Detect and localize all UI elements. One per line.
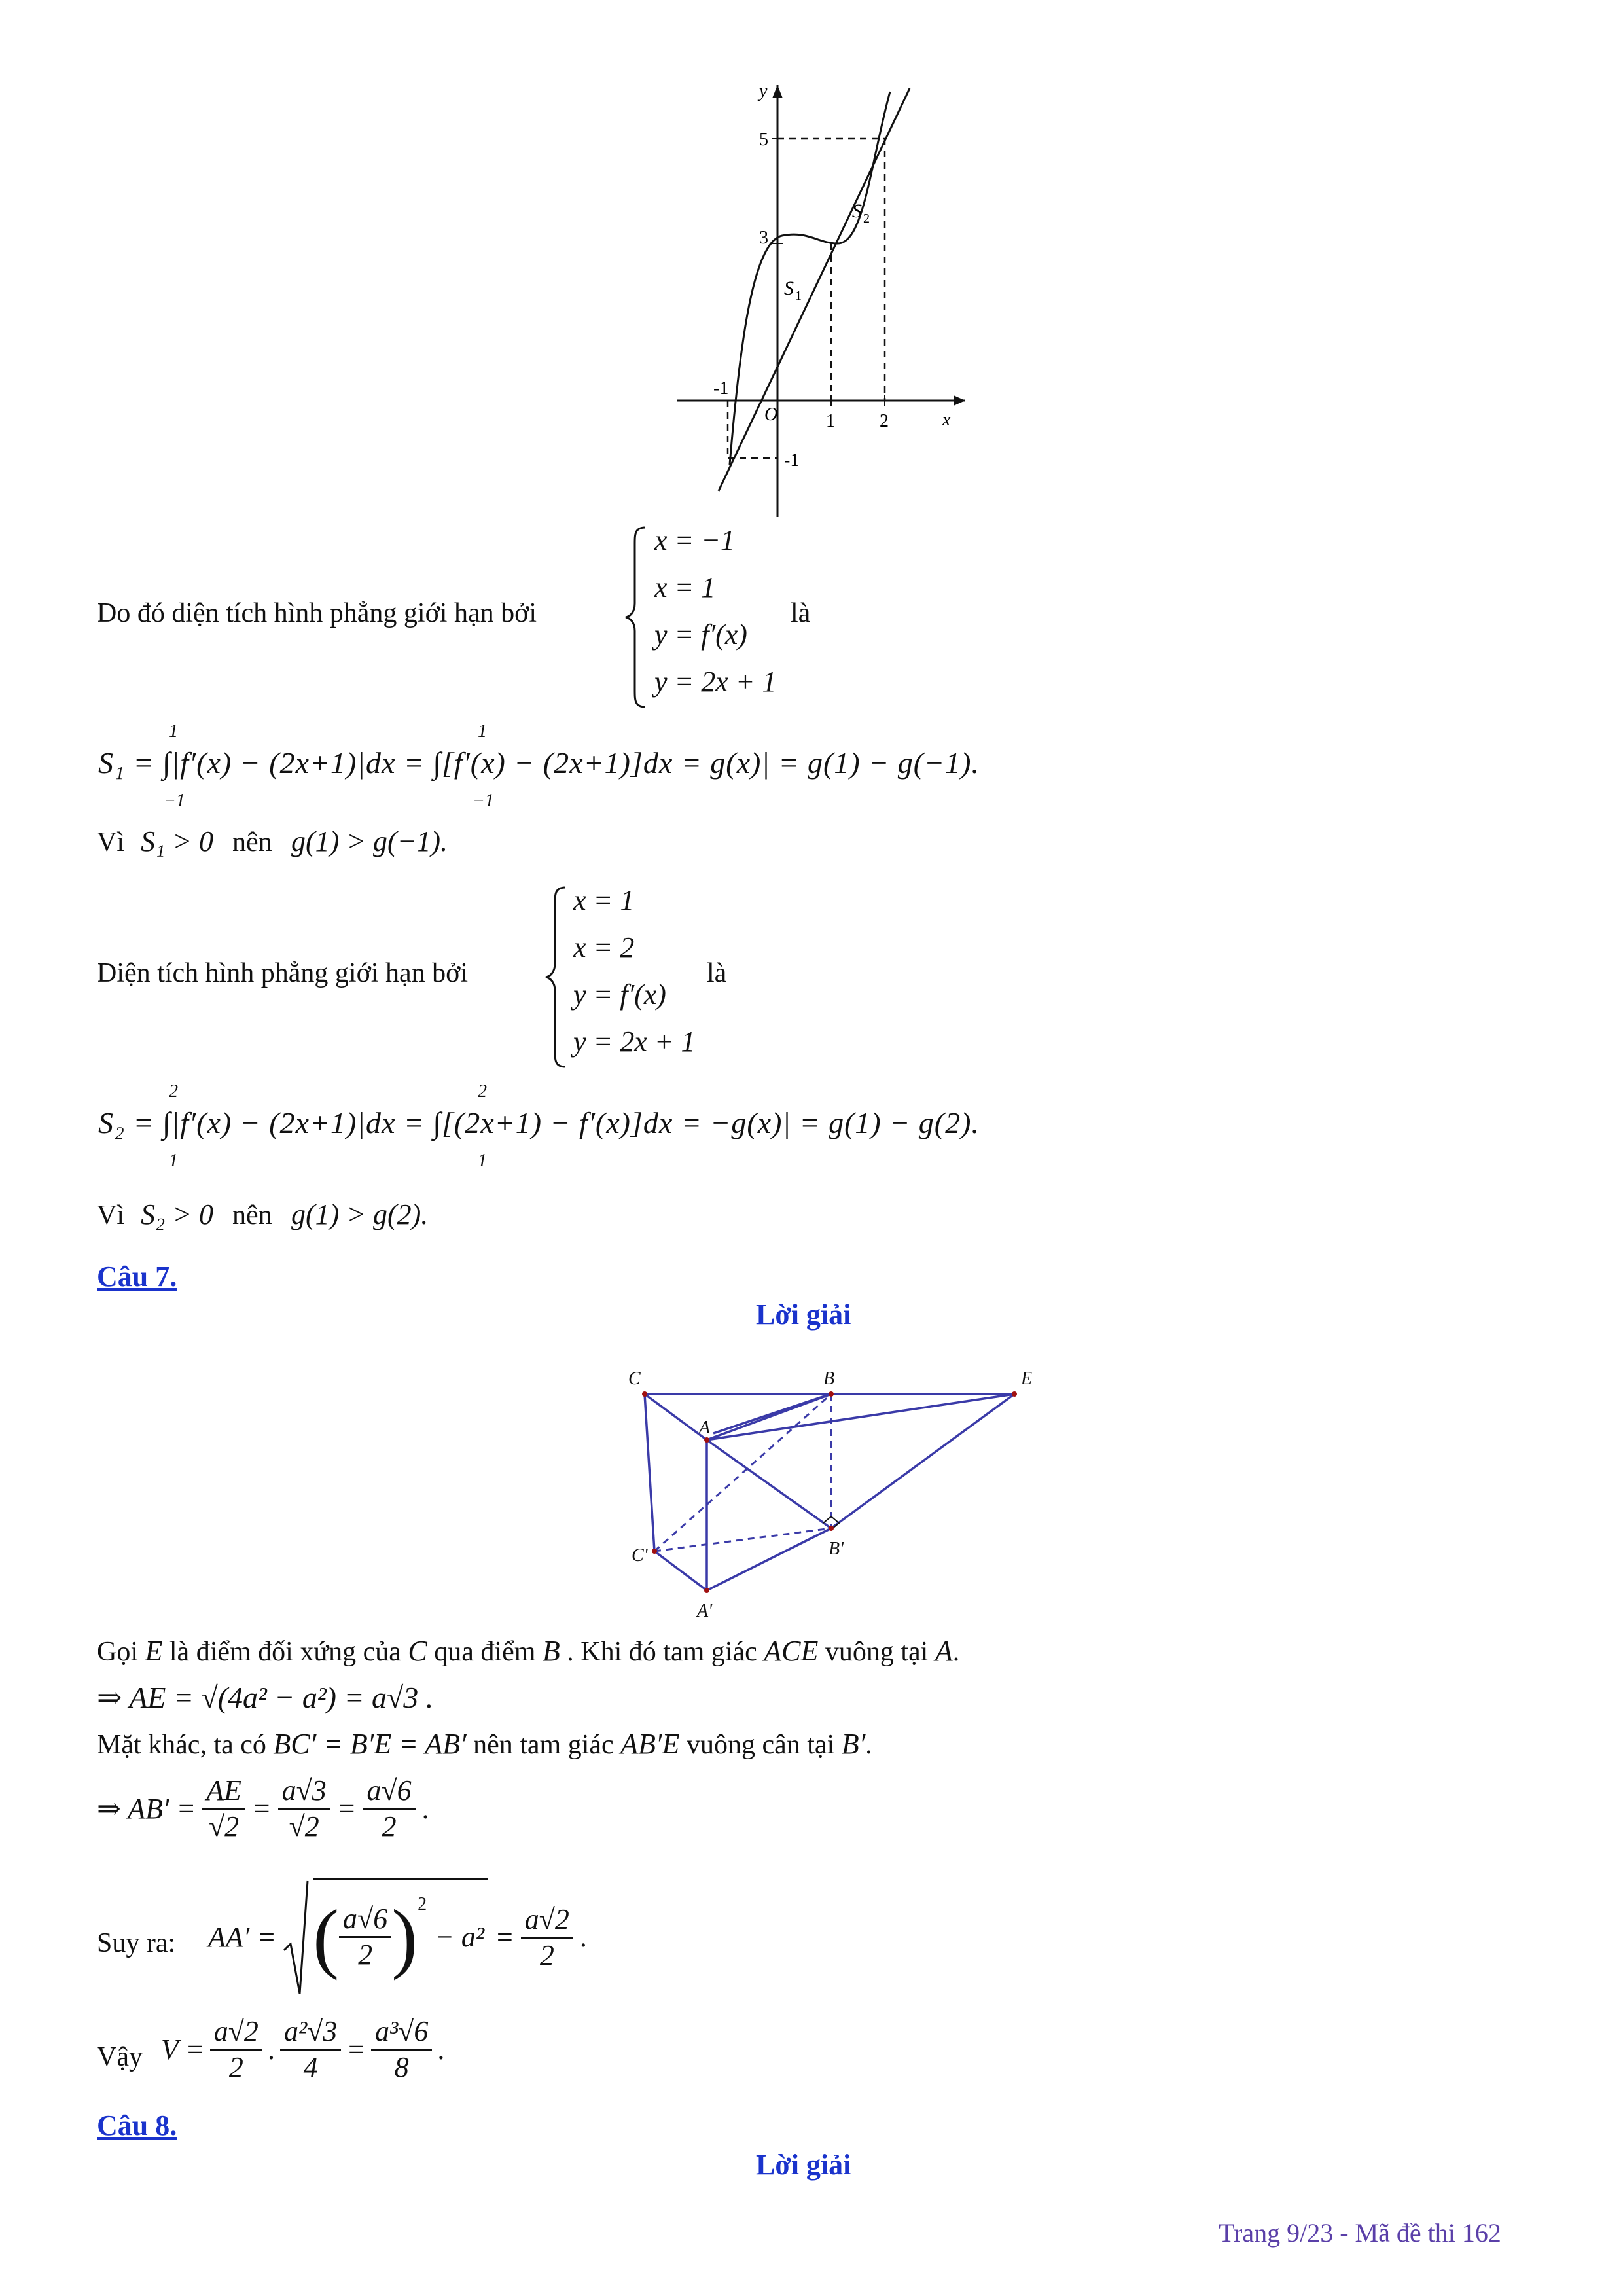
block1-sys-2: x = 1 bbox=[654, 571, 716, 603]
region-s1-label: S bbox=[784, 278, 794, 299]
axis-y-label: y bbox=[759, 81, 768, 101]
fig-point-c: C bbox=[628, 1369, 641, 1389]
block1-sys-1: x = −1 bbox=[654, 524, 735, 556]
q7-line3 bbox=[97, 1728, 872, 1761]
q7-line3-b: nên tam giác bbox=[473, 1730, 614, 1760]
tick-1-label: 1 bbox=[826, 411, 835, 431]
q7-line1-end: . bbox=[952, 1637, 960, 1667]
q7-line6-lhs: V = bbox=[161, 2033, 205, 2066]
tick-2-label: 2 bbox=[880, 411, 889, 431]
block1-int1-upper: 1 bbox=[169, 721, 178, 742]
block2-sys-3: y = f′(x) bbox=[573, 978, 666, 1011]
block2-int2-lower: 1 bbox=[478, 1151, 487, 1171]
q7-line1-e-text: vuông tại bbox=[825, 1637, 929, 1667]
block1-intro: Do đó diện tích hình phẳng giới hạn bởi bbox=[97, 598, 537, 628]
fig-point-b: B bbox=[823, 1369, 835, 1389]
fig-point-b-prime: B' bbox=[829, 1539, 844, 1559]
q7-line4-f2n: a√3 bbox=[278, 1774, 330, 1810]
q7-line5-minus: − a² bbox=[435, 1920, 485, 1953]
q7-line4-f2d: √2 bbox=[289, 1810, 319, 1842]
block2-int2-upper: 2 bbox=[478, 1081, 487, 1102]
q7-line3-eq: BC′ = B′E = AB′ bbox=[273, 1728, 467, 1760]
q7-line5-rd: 2 bbox=[539, 1939, 554, 1971]
block1-brace-icon bbox=[623, 525, 649, 709]
block2-sys-1: x = 1 bbox=[573, 884, 635, 916]
block1-sys-4: y = 2x + 1 bbox=[654, 666, 777, 698]
block2-result: g(1) > g(2). bbox=[291, 1198, 429, 1230]
block2-int1-lower: 1 bbox=[169, 1151, 178, 1171]
q7-line1-d: . Khi đó tam giác bbox=[567, 1637, 757, 1667]
block2-cond: S₂ > 0 bbox=[141, 1198, 213, 1230]
sqrt-sign-icon bbox=[283, 1878, 309, 1996]
fig-point-c-prime: C' bbox=[632, 1545, 648, 1566]
q7-line6-label: Vậy bbox=[97, 2042, 143, 2072]
q7-line5: AA′ = ( $\frac{a√6}{2}$ ) $^2$ − a² = $\frac{a√2}{2}$ . bbox=[208, 1878, 587, 1996]
q7-line4-frac1 bbox=[202, 1774, 245, 1844]
q7-line5-inner-frac bbox=[339, 1902, 391, 1972]
q7-line4-frac2 bbox=[278, 1774, 330, 1844]
block1-la: là bbox=[791, 598, 811, 628]
q7-line4-f1n: AE bbox=[202, 1774, 245, 1810]
q7-line6: V = $\frac{a√2}{2}$ . $\frac{\text{a²√3}}{4}$ = $\frac{\text{a³√6}}{8}$ . bbox=[161, 2015, 445, 2083]
region-s2-label: S bbox=[852, 200, 862, 222]
q7-line4-lhs: ⇒ AB′ = bbox=[97, 1792, 196, 1825]
q7-line1-b: là điểm đối xứng của bbox=[169, 1637, 401, 1667]
q7-heading[interactable]: Câu 7. bbox=[97, 1261, 177, 1293]
block1-cond: S₁ > 0 bbox=[141, 825, 213, 857]
block1-int2-lower: −1 bbox=[473, 791, 494, 811]
q7-line1-b-pt: B bbox=[542, 1635, 560, 1667]
q7-line6-f3d: 8 bbox=[394, 2051, 409, 2083]
region-s2-sub: 2 bbox=[863, 211, 870, 226]
q7-line5-in-n: a√6 bbox=[339, 1902, 391, 1938]
block2-sys-4: y = 2x + 1 bbox=[573, 1026, 696, 1058]
q7-line5-rn: a√2 bbox=[521, 1903, 573, 1939]
q7-line1 bbox=[97, 1635, 959, 1668]
tick-neg1-y-label: -1 bbox=[784, 450, 800, 471]
q7-line5-label: Suy ra: bbox=[97, 1928, 176, 1958]
block1-vi: Vì bbox=[97, 827, 124, 857]
q7-line3-tri: AB′E bbox=[620, 1728, 680, 1760]
block1-result: g(1) > g(−1). bbox=[291, 825, 448, 857]
q7-line6-f1n: a√2 bbox=[210, 2015, 262, 2051]
block1-nen: nên bbox=[232, 827, 272, 857]
block1-formula: S₁ = ∫|f′(x) − (2x+1)|dx = ∫[f′(x) − (2x+1)]dx = g(x)| = g(1) − g(−1). bbox=[98, 746, 980, 780]
axis-x-label: x bbox=[942, 410, 951, 430]
q7-line5-in-d: 2 bbox=[358, 1939, 373, 1971]
block2-vi: Vì bbox=[97, 1200, 124, 1230]
q7-solution-title: Lời giải bbox=[756, 1299, 851, 1331]
q7-line6-f2d: 4 bbox=[303, 2051, 318, 2083]
q7-line1-e: E bbox=[145, 1635, 163, 1667]
tick-3-label: 3 bbox=[759, 228, 768, 248]
q7-line6-f2n: a²√3 bbox=[280, 2015, 341, 2051]
q7-line6-frac2 bbox=[280, 2015, 341, 2085]
block2-brace-icon bbox=[543, 885, 569, 1069]
block2-int1-upper: 2 bbox=[169, 1081, 178, 1102]
block2-sys-2: x = 2 bbox=[573, 931, 635, 963]
tick-5-label: 5 bbox=[759, 130, 768, 150]
q7-line3-c: vuông cân tại bbox=[686, 1730, 835, 1760]
block1-sys-3: y = f′(x) bbox=[654, 619, 747, 651]
block1-int1-lower: −1 bbox=[164, 791, 185, 811]
q7-line4-f3d: 2 bbox=[382, 1810, 397, 1842]
q7-line5-lhs: AA′ = bbox=[208, 1921, 277, 1953]
q7-line6-f1d: 2 bbox=[228, 2051, 243, 2083]
q7-line4-f3n: a√6 bbox=[363, 1774, 415, 1810]
q7-line2: ⇒ AE = √(4a² − a²) = a√3 . bbox=[97, 1681, 434, 1714]
origin-label: O bbox=[764, 404, 778, 425]
q7-line1-c-pt: C bbox=[408, 1635, 427, 1667]
fig-point-e: E bbox=[1021, 1369, 1033, 1389]
q7-line3-a: Mặt khác, ta có bbox=[97, 1730, 266, 1760]
prism-figure bbox=[615, 1365, 1060, 1626]
q7-line3-pt: B′ bbox=[841, 1728, 866, 1760]
function-graph bbox=[668, 72, 975, 530]
q7-line4: ⇒ AB′ = $\frac{AE}{√2}$ = $\frac{a√3}{√2}$ = $\frac{a√6}{2}$ . bbox=[97, 1774, 429, 1842]
q7-line6-f3n: a³√6 bbox=[371, 2015, 432, 2051]
q7-line1-a: Gọi bbox=[97, 1637, 138, 1667]
q7-line1-c: qua điểm bbox=[434, 1637, 536, 1667]
block2-la: là bbox=[707, 958, 727, 988]
block2-intro: Diện tích hình phẳng giới hạn bởi bbox=[97, 958, 468, 988]
q7-line3-end: . bbox=[865, 1730, 872, 1760]
q8-solution-title: Lời giải bbox=[756, 2149, 851, 2181]
q7-line1-a-pt: A bbox=[935, 1635, 953, 1667]
page-footer: Trang 9/23 - Mã đề thi 162 bbox=[1219, 2218, 1501, 2248]
fig-point-a-prime: A' bbox=[697, 1601, 713, 1621]
q7-line4-f1d: √2 bbox=[208, 1810, 240, 1842]
q7-line4-frac3 bbox=[363, 1774, 415, 1844]
q7-line1-ace: ACE bbox=[764, 1635, 819, 1667]
fig-point-a: A bbox=[699, 1418, 711, 1438]
block1-int2-upper: 1 bbox=[478, 721, 487, 742]
block2-formula: S₂ = ∫|f′(x) − (2x+1)|dx = ∫[(2x+1) − f′(x)]dx = −g(x)| = g(1) − g(2). bbox=[98, 1106, 980, 1139]
q7-line5-result bbox=[521, 1903, 573, 1973]
q7-line6-frac3 bbox=[371, 2015, 432, 2085]
block2-nen: nên bbox=[232, 1200, 272, 1230]
q7-line6-frac1 bbox=[210, 2015, 262, 2085]
region-s1-sub: 1 bbox=[795, 289, 802, 303]
q8-heading[interactable]: Câu 8. bbox=[97, 2109, 177, 2142]
tick-neg1-x-label: -1 bbox=[713, 378, 729, 399]
